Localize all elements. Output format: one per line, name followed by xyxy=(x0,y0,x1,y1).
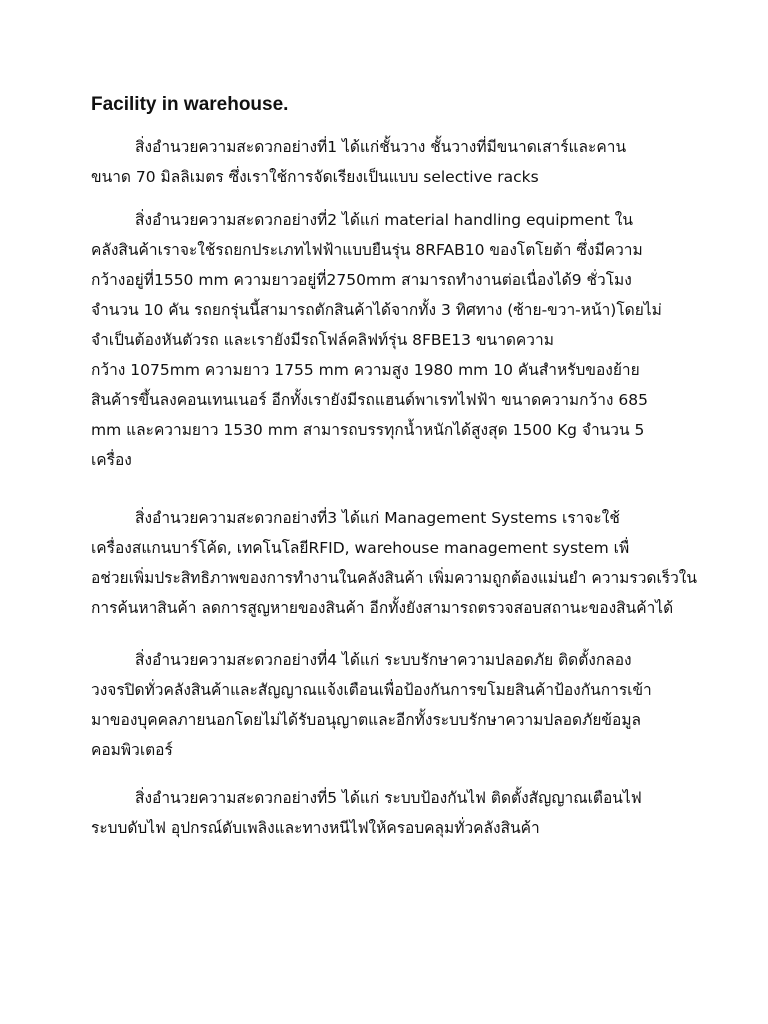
paragraph-facility-4 xyxy=(91,645,681,765)
paragraph-line: วงจรปิดทั่วคลังสินค้าและสัญญาณแจ้งเตือนเพื่อป้องกันการขโมยสินค้าป้องกันการเข้า xyxy=(91,681,652,699)
paragraph-line: มาของบุคคลภายนอกโดยไม่ได้รับอนุญาตและอีกทั้งระบบรักษาความปลอดภัยข้อมูล xyxy=(91,711,642,729)
paragraph-line: จำนวน 10 คัน รถยกรุ่นนี้สามารถตักสินค้าได้จากทั้ง 3 ทิศทาง (ซ้าย-ขวา-หน้า)โดยไม่ xyxy=(91,301,662,319)
paragraph-line: อช่วยเพิ่มประสิทธิภาพของการทำงานในคลังสินค้า เพิ่มความถูกต้องแม่นยำ ความรวดเร็วใน xyxy=(91,569,697,587)
paragraph-facility-2 xyxy=(91,205,681,475)
paragraph-line: กว้าง 1075mm ความยาว 1755 mm ความสูง 1980 mm 10 คันสำหรับของย้าย xyxy=(91,361,640,379)
paragraph-facility-5 xyxy=(91,783,681,843)
paragraph-line: กว้างอยู่ที่1550 mm ความยาวอยู่ที่2750mm สามารถทำงานต่อเนื่องได้9 ชั่วโมง xyxy=(91,271,632,289)
paragraph-line: ระบบดับไฟ อุปกรณ์ดับเพลิงและทางหนีไฟให้ครอบคลุมทั่วคลังสินค้า xyxy=(91,819,540,837)
paragraph-line: สิ่งอำนวยความสะดวกอย่างที่3 ได้แก่ Management Systems เราจะใช้ xyxy=(135,509,620,527)
paragraph-line: คอมพิวเตอร์ xyxy=(91,741,173,759)
paragraph-line: สิ่งอำนวยความสะดวกอย่างที่1 ได้แก่ชั้นวาง ชั้นวางที่มีขนาดเสาร์และคาน xyxy=(135,138,627,156)
paragraph-line: ขนาด 70 มิลลิเมตร ซึ่งเราใช้การจัดเรียงเป็นแบบ selective racks xyxy=(91,168,539,186)
paragraph-line: จำเป็นต้องหันตัวรถ และเรายังมีรถโฟล์คลิฟท์รุ่น 8FBE13 ขนาดความ xyxy=(91,331,554,349)
paragraph-line: การค้นหาสินค้า ลดการสูญหายของสินค้า อีกทั้งยังสามารถตรวจสอบสถานะของสินค้าได้ xyxy=(91,599,674,617)
paragraph-facility-3 xyxy=(91,503,697,623)
paragraph-line: mm และความยาว 1530 mm สามารถบรรทุกน้ำหนักได้สูงสุด 1500 Kg จำนวน 5 xyxy=(91,421,645,439)
paragraph-line: เครื่อง xyxy=(91,451,132,469)
paragraph-line: คลังสินค้าเราจะใช้รถยกประเภทไฟฟ้าแบบยืนรุ่น 8RFAB10 ของโตโยต้า ซึ่งมีความ xyxy=(91,241,643,259)
paragraph-line: เครื่องสแกนบาร์โค้ด, เทคโนโลยีRFID, warehouse management system เพื่ xyxy=(91,539,630,557)
paragraph-line: สิ่งอำนวยความสะดวกอย่างที่5 ได้แก่ ระบบป้องกันไฟ ติดตั้งสัญญาณเตือนไฟ xyxy=(135,789,642,807)
document-title: Facility in warehouse. xyxy=(91,94,289,115)
paragraph-line: สินค้ารขึ้นลงคอนเทนเนอร์ อีกทั้งเรายังมีรถแฮนด์พาเรทไฟฟ้า ขนาดความกว้าง 685 xyxy=(91,391,649,409)
paragraph-facility-1 xyxy=(91,132,681,192)
paragraph-line: สิ่งอำนวยความสะดวกอย่างที่4 ได้แก่ ระบบรักษาความปลอดภัย ติดตั้งกลอง xyxy=(135,651,632,669)
paragraph-line: สิ่งอำนวยความสะดวกอย่างที่2 ได้แก่ material handling equipment ใน xyxy=(135,211,633,229)
